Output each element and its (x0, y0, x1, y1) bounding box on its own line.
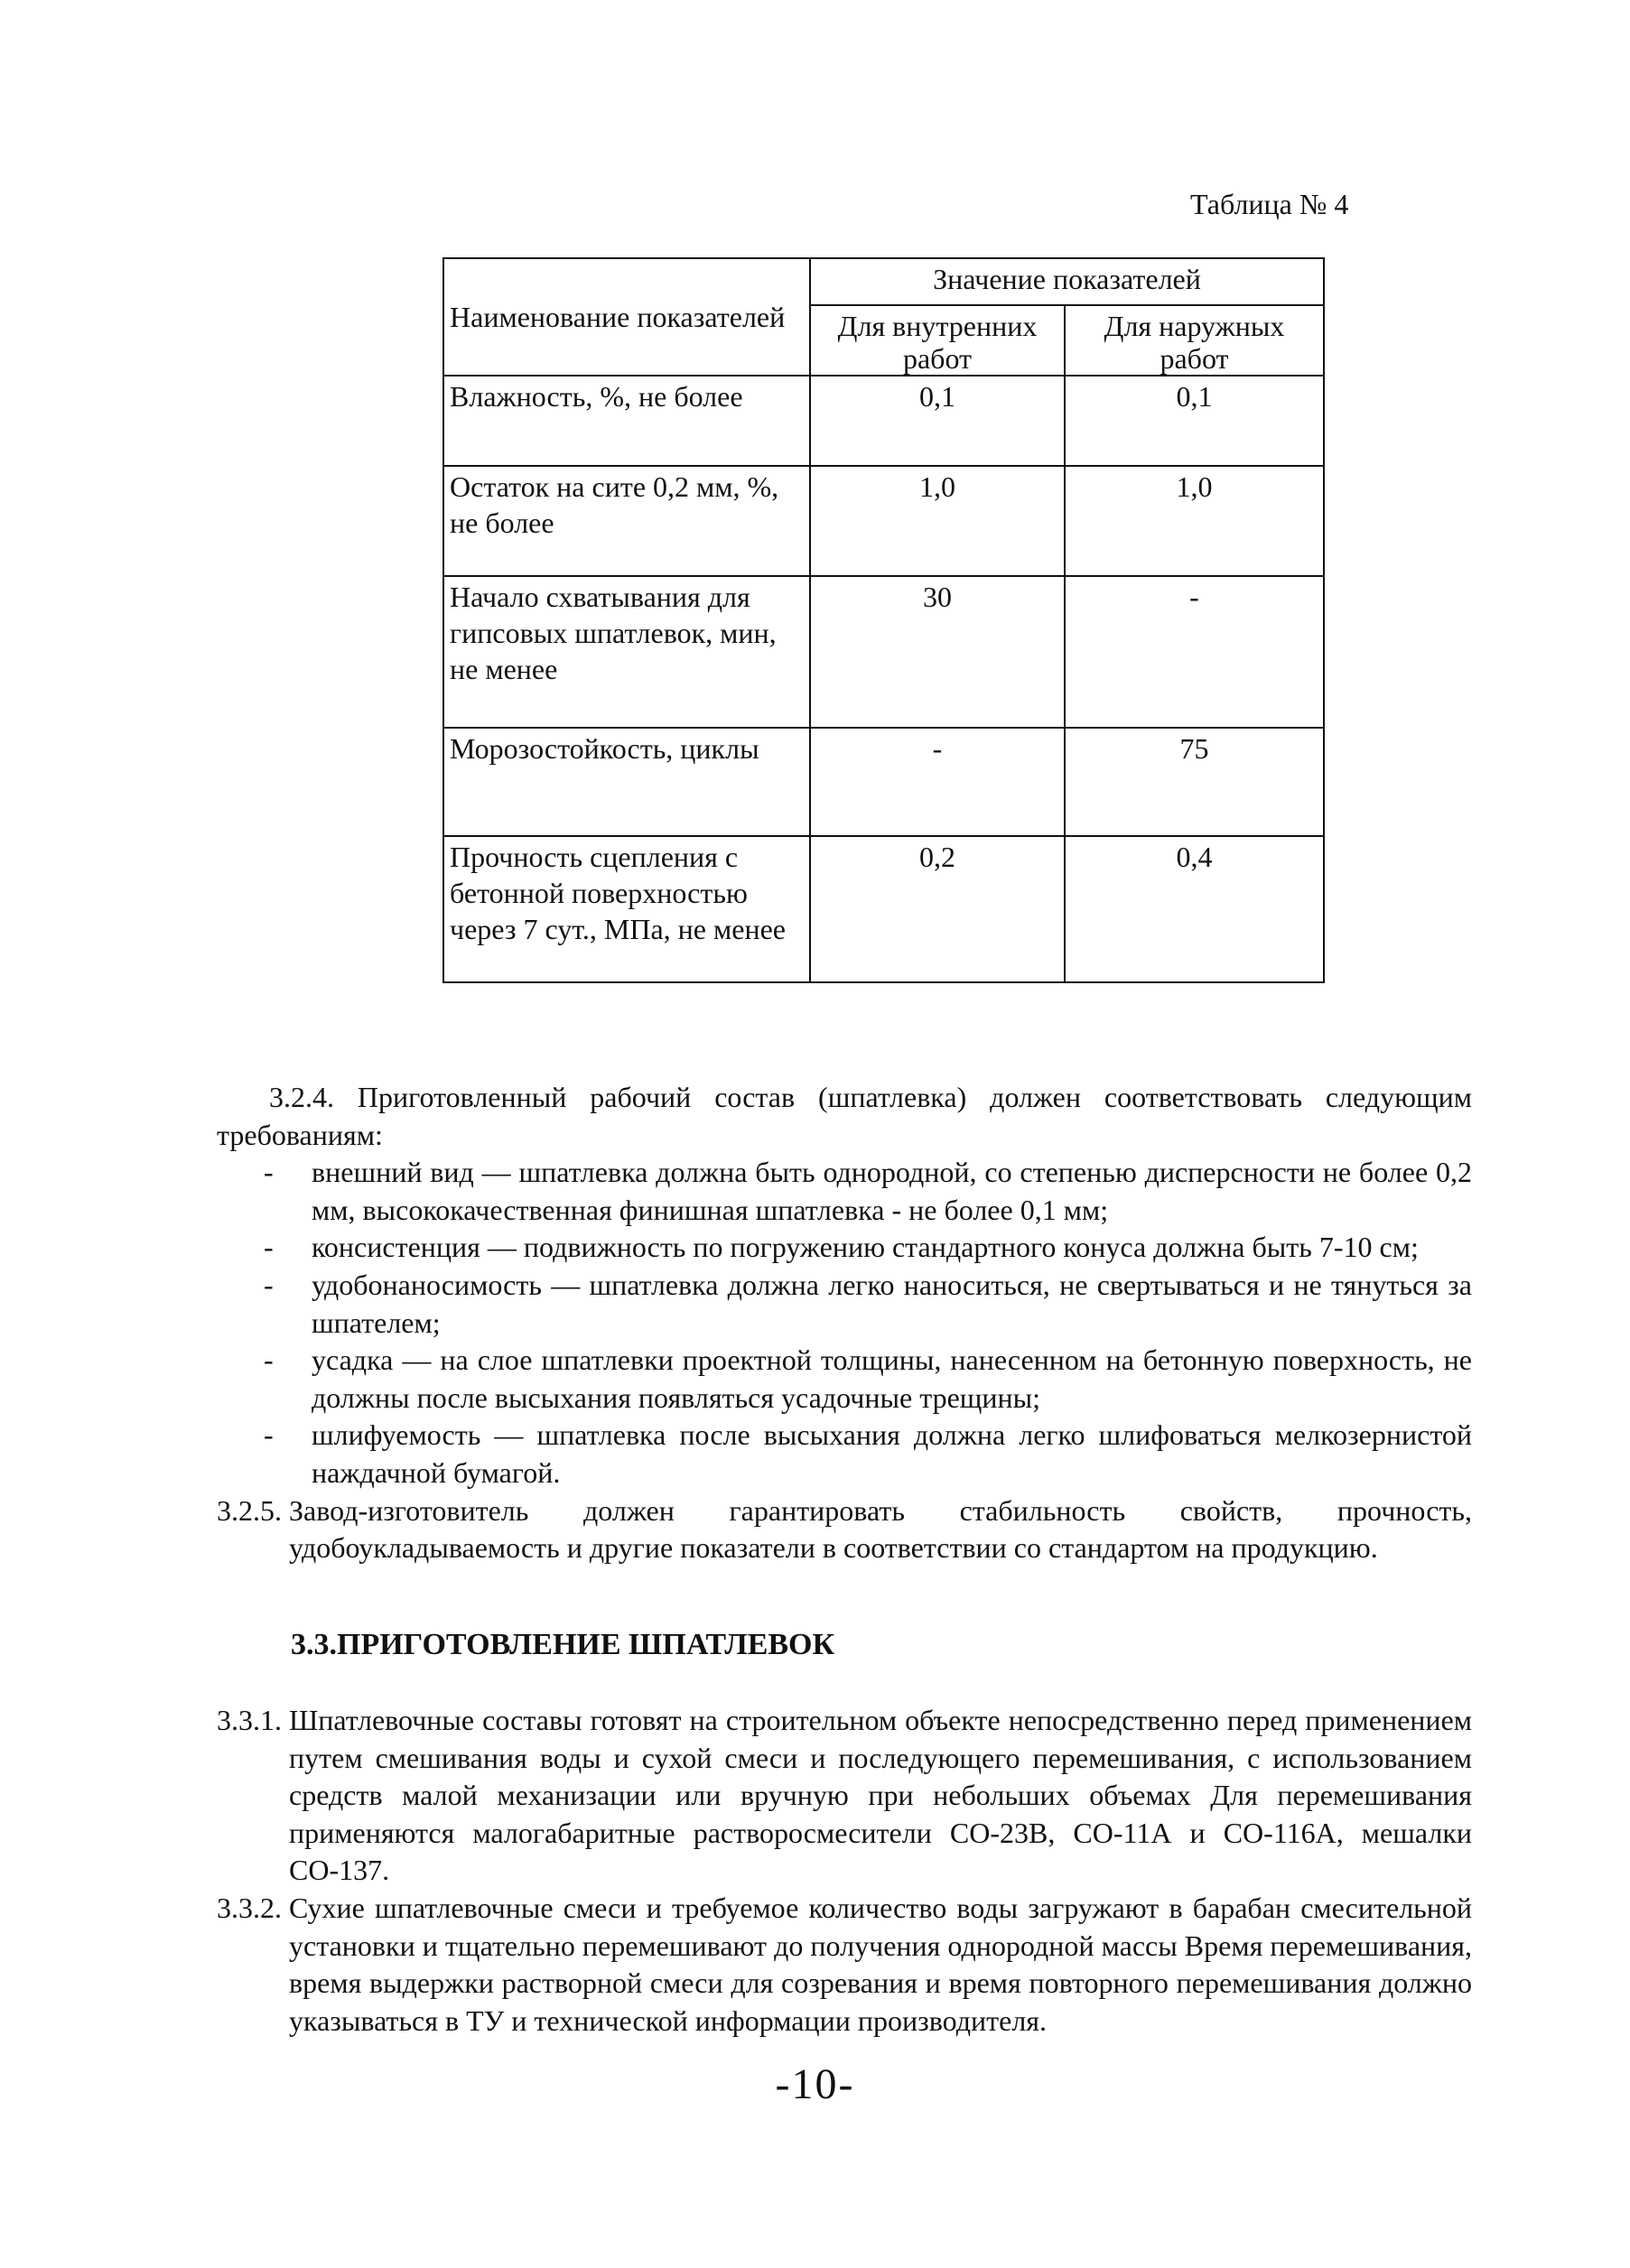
header-internal-works: Для внутренних работ (810, 305, 1065, 376)
paragraph-3-2-5 (217, 1492, 1472, 1567)
row-name: Влажность, %, не более (443, 376, 810, 466)
table-caption: Таблица № 4 (1190, 188, 1349, 220)
list-dash: - (264, 1268, 274, 1301)
list-item-text: внешний вид — шпатлевка должна быть однородной, со степенью дисперсности не более 0,2 мм, высококачественная финишная шпатлевка - не более 0,1 мм; (312, 1156, 1472, 1226)
table-row (443, 728, 1324, 836)
table-row (443, 836, 1324, 982)
paragraph-number: 3.3.1. (217, 1704, 282, 1736)
header-parameter-name: Наименование показателей (443, 258, 810, 376)
paragraph-3-2-4-intro: 3.2.4. Приготовленный рабочий состав (шпатлевка) должен соответствовать следующим требованиям: (217, 1081, 1472, 1151)
paragraph-number: 3.2.5. (217, 1493, 282, 1527)
row-name: Прочность сцепления с бетонной поверхностью через 7 сут., МПа, не менее (443, 836, 810, 982)
page-number: -10- (775, 2060, 855, 2108)
row-external-value: 0,4 (1065, 836, 1324, 982)
row-name: Морозостойкость, циклы (443, 728, 810, 836)
paragraph-number: 3.3.2. (217, 1891, 282, 1924)
section-3-3 (217, 1702, 1472, 2040)
list-item (217, 1267, 1472, 1342)
row-name: Начало схватывания для гипсовых шпатлевок, мин, не менее (443, 576, 810, 728)
list-dash: - (264, 1418, 274, 1452)
paragraph-3-3-2 (217, 1890, 1472, 2040)
list-item-text: шлифуемость — шпатлевка после высыхания должна легко шлифоваться мелкозернистой наждачной бумагой. (312, 1418, 1472, 1489)
paragraph-text: Сухие шпатлевочные смеси и требуемое количество воды загружают в барабан смесительной установки и тщательно перемешивают до получения однородной массы Время перемешивания, время выдержки растворной смеси для созревания и время повторного перемешивания должно указываться в ТУ и технической информации производителя. (289, 1891, 1472, 2037)
list-item (217, 1342, 1472, 1417)
paragraph-3-3-1 (217, 1702, 1472, 1890)
paragraph-text: Шпатлевочные составы готовят на строительном объекте непосредственно перед применением путем смешивания воды и сухой смеси и последующего перемешивания, с использованием средств малой механизации или вручную при небольших объемах Для перемешивания применяются малогабаритные растворосмесители СО-23В, СО-11А и СО-116А, мешалки СО-137. (289, 1704, 1472, 1887)
list-dash: - (264, 1343, 274, 1377)
list-item (217, 1154, 1472, 1229)
section-heading-3-3: 3.3.ПРИГОТОВЛЕНИЕ ШПАТЛЕВОК (291, 1628, 835, 1661)
row-external-value: 1,0 (1065, 466, 1324, 576)
header-external-works: Для наружных работ (1065, 305, 1324, 376)
header-values-group: Значение показателей (810, 258, 1324, 305)
list-item (217, 1417, 1472, 1492)
list-item-text: удобонаносимость — шпатлевка должна легко наноситься, не свертываться и не тянуться за шпателем; (312, 1268, 1472, 1339)
row-internal-value: - (810, 728, 1065, 836)
section-3-2-4 (217, 1079, 1472, 1567)
parameters-table (442, 257, 1325, 983)
row-external-value: 0,1 (1065, 376, 1324, 466)
list-item (217, 1229, 1472, 1267)
list-item-text: консистенция — подвижность по погружению стандартного конуса должна быть 7-10 см; (312, 1231, 1419, 1264)
row-name: Остаток на сите 0,2 мм, %, не более (443, 466, 810, 576)
list-dash: - (264, 1231, 274, 1264)
row-external-value: - (1065, 576, 1324, 728)
requirements-list (217, 1154, 1472, 1492)
row-internal-value: 0,2 (810, 836, 1065, 982)
row-internal-value: 0,1 (810, 376, 1065, 466)
table-row (443, 466, 1324, 576)
table-row (443, 376, 1324, 466)
row-internal-value: 30 (810, 576, 1065, 728)
table-row (443, 576, 1324, 728)
list-item-text: усадка — на слое шпатлевки проектной толщины, нанесенном на бетонную поверхность, не должны после высыхания появляться усадочные трещины; (312, 1343, 1472, 1414)
paragraph-text: Завод-изготовитель должен гарантировать стабильность свойств, прочность, удобоукладываемость и другие показатели в соответствии со стандартом на продукцию. (289, 1493, 1472, 1565)
row-internal-value: 1,0 (810, 466, 1065, 576)
list-dash: - (264, 1156, 274, 1189)
row-external-value: 75 (1065, 728, 1324, 836)
